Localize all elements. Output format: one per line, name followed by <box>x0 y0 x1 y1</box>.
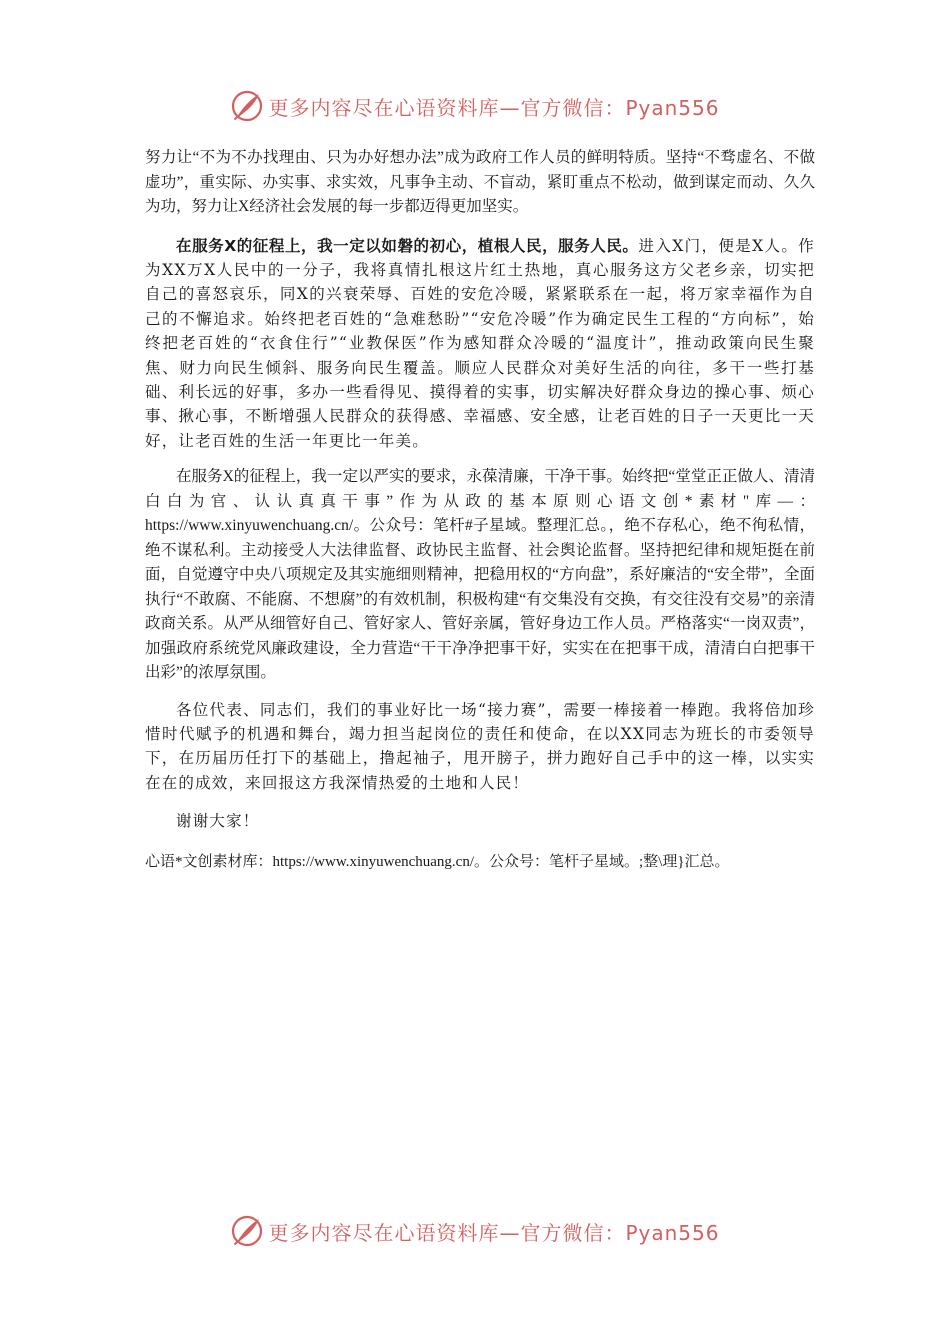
paragraph-4: 各位代表、同志们，我们的事业好比一场“接力赛”，需要一棒接着一棒跑。我将倍加珍惜时代赋予的机遇和舞台，竭力担当起岗位的责任和使命，在以XX同志为班长的市委领导下，在历届历任打下的基础上，撸起袖子，甩开膀子，拼力跑好自己手中的这一棒，以实实在在的成效，来回报这方我深情热爱的土地和人民！ <box>145 700 815 792</box>
paragraph-2-heading: 在服务X的征程上，我一定以如磐的初心，植根人民，服务人民。 <box>176 236 639 255</box>
paragraph-2-text: 进入X门，便是X人。作为XX万X人民中的一分子，我将真情扎根这片红土热地，真心服务这方父老乡亲，切实把自己的喜怒哀乐，同X的兴衰荣辱、百姓的安危冷暖，紧紧联系在一起，将万家幸福作为自己的不懈追求。始终把老百姓的“急难愁盼”“安危冷暖”作为确定民生工程的“方向标”，始终把老百姓的“衣食住行”“业教保医”作为感知群众冷暖的“温度计”，推动政策向民生聚焦、财力向民生倾斜、服务向民生覆盖。顺应人民群众对美好生活的向往，多干一些打基础、利长远的好事，多办一些看得见、摸得着的实事，切实解决好群众身边的操心事、烦心事、揪心事，不断增强人民群众的获得感、幸福感、安全感，让老百姓的日子一天更比一天好，让老百姓的生活一年更比一年美。 <box>145 236 815 450</box>
feather-pen-logo-icon <box>230 89 264 123</box>
paragraph-1: 努力让“不为不办找理由、只为办好想办法”成为政府工作人员的鲜明特质。坚持“不骛虚名、不做虚功”，重实际、办实事、求实效，凡事争主动、不盲动，紧盯重点不松动，做到谋定而动、久久为功，努力让X经济社会发展的每一步都迈得更加坚实。 <box>145 149 815 215</box>
header-watermark-banner <box>0 86 950 126</box>
banner-text: 更多内容尽在心语资料库—官方微信：Pyan556 <box>268 95 720 120</box>
paragraph-5-thanks: 谢谢大家！ <box>176 812 260 831</box>
footer-watermark-banner <box>0 1211 950 1251</box>
paragraph-3: 在服务X的征程上，我一定以严实的要求，永葆清廉，干净干事。始终把“堂堂正正做人、清清白白为官、认认真真干事”作为从政的基本原则心语文创*素材"库—：https://www.xinyuwenchuang.cn/。公众号：笔杆#子星域。整理汇总。，绝不存私心，绝不徇私情，绝不谋私利。主动接受人大法律监督、政协民主监督、社会舆论监督。坚持把纪律和规矩挺在前面，自觉遵守中央八项规定及其实施细则精神，把稳用权的“方向盘”，系好廉洁的“安全带”，全面执行“不敢腐、不能腐、不想腐”的有效机制，积极构建“有交集没有交换，有交往没有交易”的亲清政商关系。从严从细管好自己、管好家人、管好亲属，管好身边工作人员。严格落实“一岗双责”，加强政府系统党风廉政建设，全力营造“干干净净把事干好，实实在在把事干成，清清白白把事干出彩”的浓厚氛围。 <box>145 468 815 682</box>
paragraph-6-source-note: 心语*文创素材库：https://www.xinyuwenchuang.cn/。公众号：笔杆子星域。;整\理}汇总。 <box>145 853 730 870</box>
banner-text: 更多内容尽在心语资料库—官方微信：Pyan556 <box>268 1220 720 1245</box>
feather-pen-logo-icon <box>230 1214 264 1248</box>
document-body <box>145 146 815 874</box>
paragraph-2 <box>145 234 815 454</box>
